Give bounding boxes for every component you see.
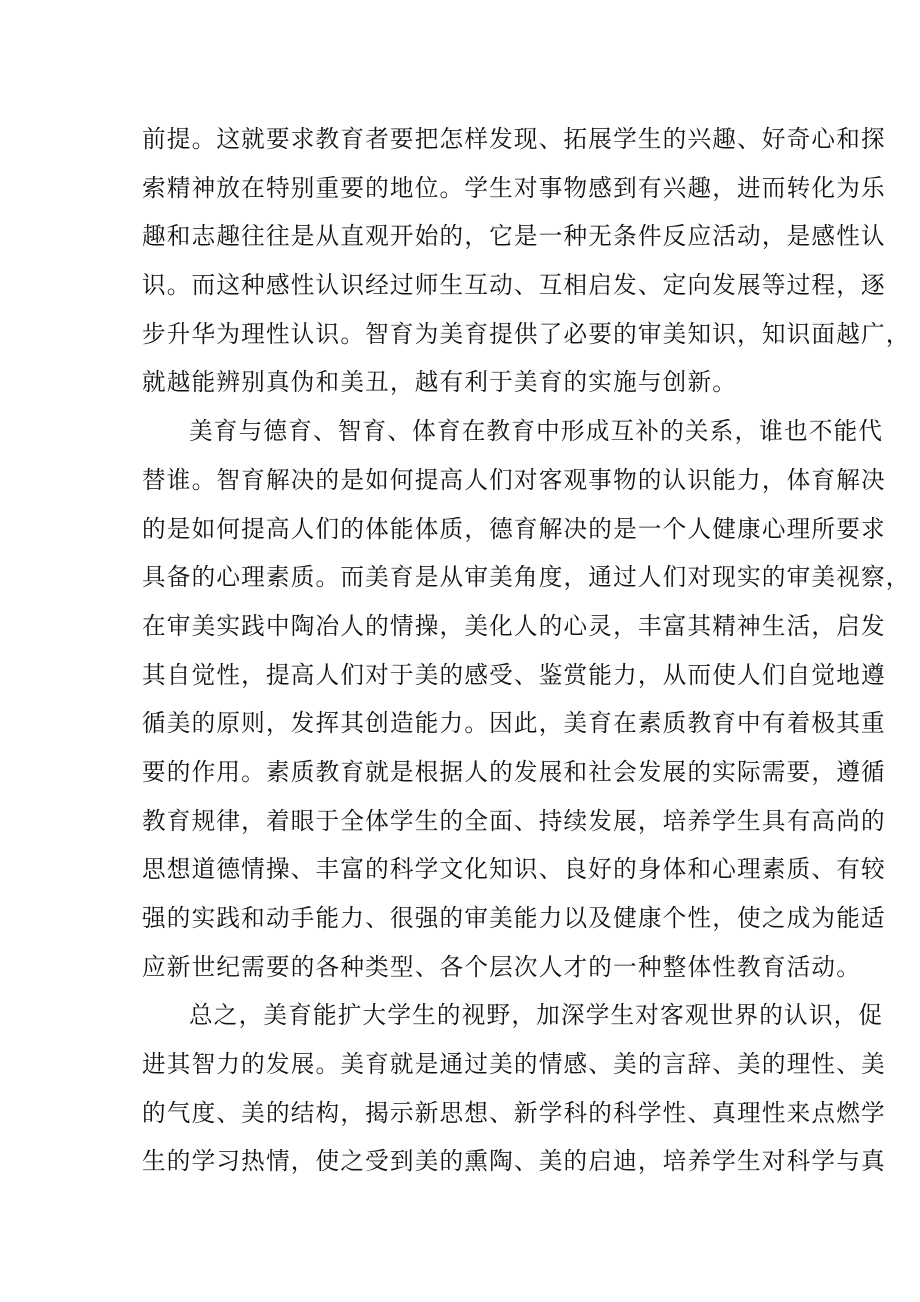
text-line: 前提。这就要求教育者要把怎样发现、拓展学生的兴趣、好奇心和探 <box>142 125 886 153</box>
text-line: 教育规律，着眼于全体学生的全面、持续发展，培养学生具有高尚的 <box>142 806 886 835</box>
text-line: 总之，美育能扩大学生的视野，加深学生对客观世界的认识，促 <box>189 1001 884 1030</box>
text-line: 应新世纪需要的各种类型、各个层次人才的一种整体性教育活动。 <box>142 952 862 981</box>
text-line: 的气度、美的结构，揭示新思想、新学科的科学性、真理性来点燃学 <box>142 1098 886 1127</box>
text-line: 循美的原则，发挥其创造能力。因此，美育在素质教育中有着极其重 <box>142 709 886 738</box>
text-line: 具备的心理素质。而美育是从审美角度，通过人们对现实的审美视察， <box>142 563 911 592</box>
text-line: 步升华为理性认识。智育为美育提供了必要的审美知识，知识面越广， <box>142 319 911 348</box>
document-body <box>142 115 911 1186</box>
text-line: 进其智力的发展。美育就是通过美的情感、美的言辞、美的理性、美 <box>142 1050 886 1079</box>
text-line: 识。而这种感性认识经过师生互动、互相启发、定向发展等过程，逐 <box>142 271 886 300</box>
text-line: 在审美实践中陶冶人的情操，美化人的心灵，丰富其精神生活，启发 <box>142 611 886 640</box>
text-line: 替谁。智育解决的是如何提高人们对客观事物的认识能力，体育解决 <box>142 465 886 494</box>
text-line: 其自觉性，提高人们对于美的感受、鉴赏能力，从而使人们自觉地遵 <box>142 660 886 689</box>
text-line: 思想道德情操、丰富的科学文化知识、良好的身体和心理素质、有较 <box>142 855 886 884</box>
text-line: 趣和志趣往往是从直观开始的，它是一种无条件反应活动，是感性认 <box>142 222 886 251</box>
text-line: 强的实践和动手能力、很强的审美能力以及健康个性，使之成为能适 <box>142 904 886 932</box>
text-line: 的是如何提高人们的体能体质，德育解决的是一个人健康心理所要求 <box>142 514 886 543</box>
text-line: 就越能辨别真伪和美丑，越有利于美育的实施与创新。 <box>142 368 738 397</box>
text-line: 生的学习热情，使之受到美的熏陶、美的启迪，培养学生对科学与真 <box>142 1147 886 1176</box>
text-line: 索精神放在特别重要的地位。学生对事物感到有兴趣，进而转化为乐 <box>142 173 886 202</box>
text-line: 美育与德育、智育、体育在教育中形成互补的关系，谁也不能代 <box>189 417 884 446</box>
text-line: 要的作用。素质教育就是根据人的发展和社会发展的实际需要，遵循 <box>142 757 886 786</box>
